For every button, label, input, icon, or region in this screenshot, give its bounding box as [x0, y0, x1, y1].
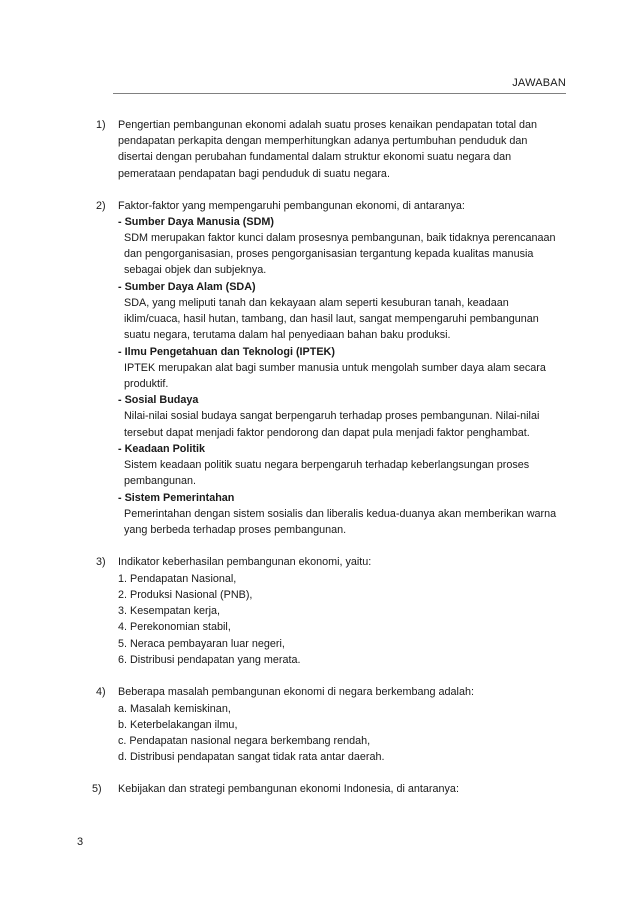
list-item: 6. Distribusi pendapatan yang merata. [118, 654, 301, 666]
list-item: 2. Produksi Nasional (PNB), [118, 589, 253, 601]
factor-text-line: Pemerintahan dengan sistem sosialis dan liberalis kedua-duanya akan memberikan warna [124, 508, 557, 520]
factor-title-sdm: - Sumber Daya Manusia (SDM) [118, 216, 274, 228]
factor-text-line: IPTEK merupakan alat bagi sumber manusia untuk mengolah sumber daya alam secara [124, 362, 546, 374]
answer-number: 1) [96, 119, 106, 131]
list-item: c. Pendapatan nasional negara berkembang rendah, [118, 735, 371, 747]
factor-text-line: suatu negara, terutama dalam hal penyediaan bahan baku produksi. [124, 329, 451, 341]
factor-text-line: pembangunan. [124, 475, 197, 487]
factor-title-iptek: - Ilmu Pengetahuan dan Teknologi (IPTEK) [118, 346, 335, 358]
answer-number: 2) [96, 200, 106, 212]
answer-intro: Kebijakan dan strategi pembangunan ekonomi Indonesia, di antaranya: [118, 783, 459, 795]
factor-text-line: sebagai objek dan subjeknya. [124, 264, 267, 276]
list-item: 3. Kesempatan kerja, [118, 605, 221, 617]
answer-intro: Beberapa masalah pembangunan ekonomi di negara berkembang adalah: [118, 686, 474, 698]
factor-text-line: SDM merupakan faktor kunci dalam prosesnya pembangunan, baik tidaknya perencanaan [124, 232, 556, 244]
answer-number: 5) [92, 783, 102, 795]
factor-text-line: yang berbeda terhadap proses pembangunan. [124, 524, 347, 536]
answer-number: 4) [96, 686, 106, 698]
answer-text-line: pemerataan pendapatan bagi penduduk di suatu negara. [118, 168, 390, 180]
list-item: b. Keterbelakangan ilmu, [118, 719, 238, 731]
factor-title-sda: - Sumber Daya Alam (SDA) [118, 281, 256, 293]
factor-text-line: iklim/cuaca, hasil hutan, tambang, dan hasil laut, sangat mempengaruhi pembangunan [124, 313, 539, 325]
answer-number: 3) [96, 556, 106, 568]
factor-text-line: SDA, yang meliputi tanah dan kekayaan alam seperti kesuburan tanah, keadaan [124, 297, 509, 309]
list-item: 5. Neraca pembayaran luar negeri, [118, 638, 285, 650]
list-item: d. Distribusi pendapatan sangat tidak rata antar daerah. [118, 751, 385, 763]
list-item: 4. Perekonomian stabil, [118, 621, 231, 633]
page-number: 3 [77, 836, 84, 848]
answer-intro: Indikator keberhasilan pembangunan ekonomi, yaitu: [118, 556, 372, 568]
factor-text-line: produktif. [124, 378, 169, 390]
list-item: 1. Pendapatan Nasional, [118, 573, 237, 585]
factor-title-keadaan-politik: - Keadaan Politik [118, 443, 205, 455]
factor-text-line: Nilai-nilai sosial budaya sangat berpengaruh terhadap proses pembangunan. Nilai-nilai [124, 410, 540, 422]
answer-intro: Faktor-faktor yang mempengaruhi pembangunan ekonomi, di antaranya: [118, 200, 465, 212]
answer-text-line: Pengertian pembangunan ekonomi adalah suatu proses kenaikan pendapatan total dan [118, 119, 537, 131]
list-item: a. Masalah kemiskinan, [118, 703, 231, 715]
answer-text-line: disertai dengan perubahan fundamental dalam struktur ekonomi suatu negara dan [118, 151, 512, 163]
factor-text-line: dan pengorganisasian, proses pengorganisasian tergantung kepada kualitas manusia [124, 248, 534, 260]
header-rule [113, 93, 566, 94]
factor-title-sistem-pemerintahan: - Sistem Pemerintahan [118, 492, 235, 504]
factor-title-sosial-budaya: - Sosial Budaya [118, 394, 199, 406]
factor-text-line: Sistem keadaan politik suatu negara berpengaruh terhadap keberlangsungan proses [124, 459, 530, 471]
header-title: JAWABAN [512, 77, 566, 89]
factor-text-line: tersebut dapat menjadi faktor pendorong dan dapat pula menjadi faktor penghambat. [124, 427, 530, 439]
answer-text-line: pendapatan perkapita dengan memperhitungkan adanya pertumbuhan penduduk dan [118, 135, 528, 147]
